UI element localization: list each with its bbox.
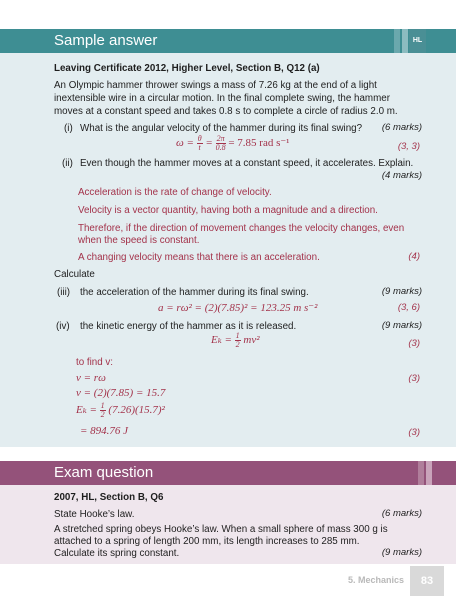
mark-allocation: (3, 6) xyxy=(397,302,420,313)
header-stripe xyxy=(402,29,408,53)
ek-symbol: Eₖ = xyxy=(76,404,97,417)
header-stripe xyxy=(394,29,400,53)
page-number: 83 xyxy=(410,566,444,596)
part-marks: (9 marks) xyxy=(381,286,422,297)
numerator: 1 xyxy=(235,331,240,340)
part-number: (iv) xyxy=(56,321,70,332)
velocity-formula: v = rω xyxy=(76,372,106,384)
part-question: What is the angular velocity of the hammer during its final swing? xyxy=(80,123,363,134)
kinetic-energy-formula xyxy=(211,332,260,349)
question-source: Leaving Certificate 2012, Higher Level, Section B, Q12 (a) xyxy=(54,63,320,74)
mark-allocation: (3, 3) xyxy=(397,141,420,152)
mark-allocation: (3) xyxy=(408,373,420,384)
answer-line: Acceleration is the rate of change of velocity. xyxy=(78,187,272,198)
header-stripe xyxy=(426,461,432,485)
part-number: (ii) xyxy=(62,158,73,169)
numerator: θ xyxy=(197,134,202,143)
exam-question-title: Exam question xyxy=(54,464,154,481)
exam-question-line: attached to a spring of length 200 mm, its length increases to 285 mm. xyxy=(54,536,360,547)
sample-answer-title: Sample answer xyxy=(54,32,158,49)
question-intro-line: inextensible wire in a circular motion. In the final complete swing, the hammer xyxy=(54,93,390,104)
part-question: the kinetic energy of the hammer as it is released. xyxy=(80,321,297,332)
part-question: the acceleration of the hammer during its final swing. xyxy=(80,287,309,298)
chapter-label: 5. Mechanics xyxy=(347,575,404,585)
fraction-theta-t xyxy=(197,135,203,152)
mark-allocation: (4) xyxy=(408,251,420,262)
calculate-label: Calculate xyxy=(54,269,95,280)
omega-symbol: ω = xyxy=(176,137,194,150)
answer-line: to find v: xyxy=(76,357,114,368)
kinetic-energy-calculation xyxy=(76,402,165,419)
fraction-2pi xyxy=(216,135,226,152)
part-marks: (4 marks) xyxy=(381,170,422,181)
fraction-half xyxy=(100,402,106,419)
equals: = xyxy=(205,137,213,150)
numerator: 2π xyxy=(216,134,225,143)
mark-allocation: (3) xyxy=(408,338,420,349)
mv-squared: mv² xyxy=(243,334,260,347)
mark-allocation: (3) xyxy=(408,427,420,438)
velocity-calculation: v = (2)(7.85) = 15.7 xyxy=(76,387,166,399)
part-marks: (6 marks) xyxy=(381,122,422,133)
question-intro-line: An Olympic hammer thrower swings a mass of 7.26 kg at the end of a light xyxy=(54,80,377,91)
exam-question-line: State Hooke’s law. xyxy=(54,509,135,520)
denominator: 2 xyxy=(100,410,105,419)
part-question: Even though the hammer moves at a constant speed, it accelerates. Explain. xyxy=(80,158,414,169)
angular-velocity-equation xyxy=(176,135,289,152)
part-number: (iii) xyxy=(57,287,71,298)
hl-badge: HL xyxy=(409,29,426,53)
angular-velocity-result: = 7.85 rad s⁻¹ xyxy=(228,137,290,150)
part-marks: (9 marks) xyxy=(381,547,422,558)
question-intro-line: moves at a constant speed and takes 0.8 s to complete a circle of radius 2.0 m. xyxy=(54,106,398,117)
denominator: 2 xyxy=(235,340,240,349)
exam-question-line: A stretched spring obeys Hooke’s law. When a small sphere of mass 300 g is xyxy=(54,524,388,535)
part-number: (i) xyxy=(64,123,73,134)
part-marks: (9 marks) xyxy=(381,320,422,331)
fraction-half xyxy=(235,332,241,349)
denominator: 0.8 xyxy=(215,143,226,152)
answer-line: Velocity is a vector quantity, having both a magnitude and a direction. xyxy=(78,205,378,216)
exam-question-line: Calculate its spring constant. xyxy=(54,548,180,559)
denominator: t xyxy=(198,143,201,152)
part-marks: (6 marks) xyxy=(381,508,422,519)
answer-line: Therefore, if the direction of movement changes the velocity changes, even xyxy=(78,223,405,234)
numerator: 1 xyxy=(100,401,105,410)
ek-symbol: Eₖ = xyxy=(211,334,232,347)
answer-line: when the speed is constant. xyxy=(78,235,200,246)
substitution: (7.26)(15.7)² xyxy=(108,404,165,417)
kinetic-energy-result: = 894.76 J xyxy=(80,425,129,437)
acceleration-equation: a = rω² = (2)(7.85)² = 123.25 m s⁻² xyxy=(158,302,318,314)
header-stripe xyxy=(418,461,424,485)
answer-line: A changing velocity means that there is an acceleration. xyxy=(78,252,320,263)
exam-source: 2007, HL, Section B, Q6 xyxy=(54,492,164,503)
